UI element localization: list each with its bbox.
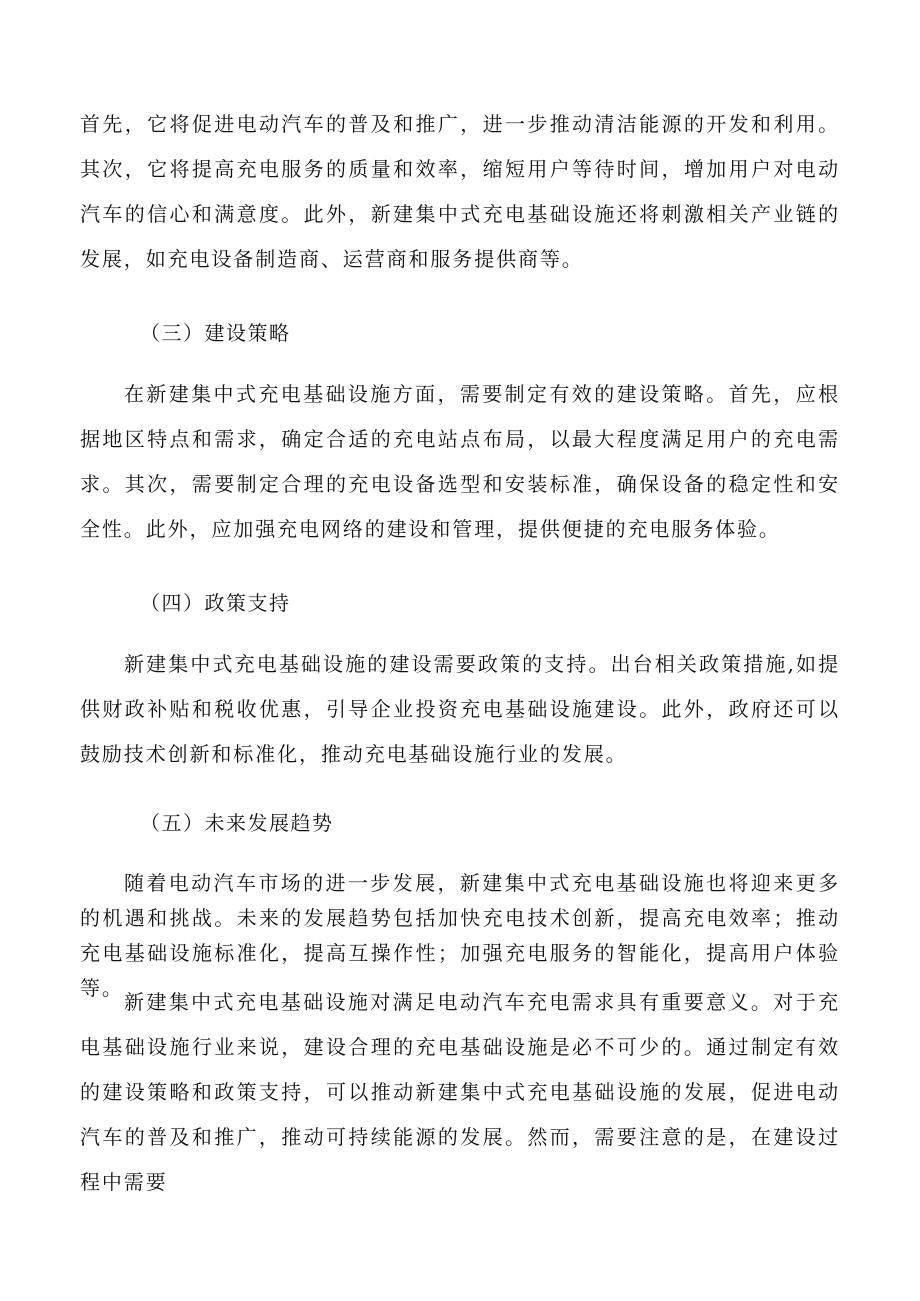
section-heading-policy-support: （四）政策支持 xyxy=(140,591,291,615)
paragraph-intro: 首先，它将促进电动汽车的普及和推广，进一步推动清洁能源的开发和利用。其次，它将提高充电服务的质量和效率，缩短用户等待时间，增加用户对电动汽车的信心和满意度。此外，新建集中式充电基础设施还将刺激相关产业链的发展，如充电设备制造商、运营商和服务提供商等。 xyxy=(80,112,840,271)
section-heading-construction-strategy: （三）建设策略 xyxy=(140,321,291,345)
paragraph-conclusion: 新建集中式充电基础设施对满足电动汽车充电需求具有重要意义。对于充电基础设施行业来说，建设合理的充电基础设施是必不可少的。通过制定有效的建设策略和政策支持，可以推动新建集中式充电基础设施的发展，促进电动汽车的普及和推广，推动可持续能源的发展。然而，需要注意的是，在建设过程中需要 xyxy=(80,990,840,1194)
paragraph-future-trends: 随着电动汽车市场的进一步发展，新建集中式充电基础设施也将迎来更多的机遇和挑战。未来的发展趋势包括加快充电技术创新，提高充电效率；推动充电基础设施标准化，提高互操作性；加强充电服务的智能化，提高用户体验等。 xyxy=(80,871,840,1000)
paragraph-policy-support: 新建集中式充电基础设施的建设需要政策的支持。出台相关政策措施,如提供财政补贴和税收优惠，引导企业投资充电基础设施建设。此外，政府还可以鼓励技术创新和标准化，推动充电基础设施行业的发展。 xyxy=(80,652,840,766)
paragraph-construction-strategy: 在新建集中式充电基础设施方面，需要制定有效的建设策略。首先，应根据地区特点和需求，确定合适的充电站点布局，以最大程度满足用户的充电需求。其次，需要制定合理的充电设备选型和安装标准，确保设备的稳定性和安全性。此外，应加强充电网络的建设和管理，提供便捷的充电服务体验。 xyxy=(80,382,840,541)
section-heading-future-trends: （五）未来发展趋势 xyxy=(140,811,334,835)
